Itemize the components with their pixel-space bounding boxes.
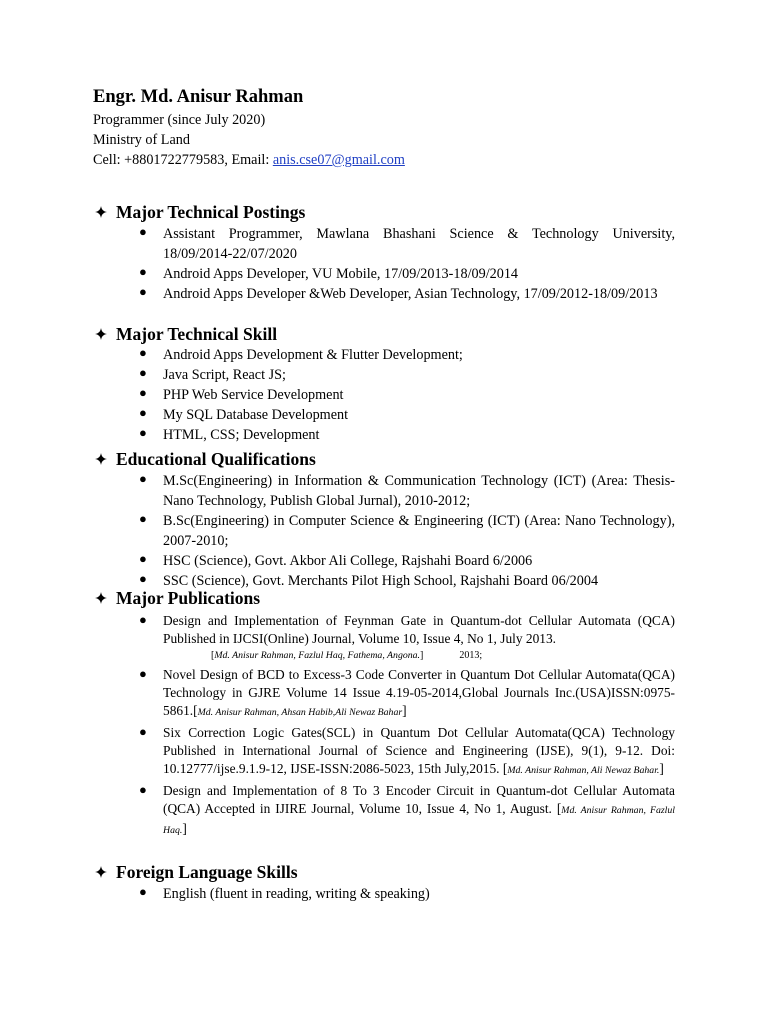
citation-authors: Md. Anisur Rahman, Ahsan Habib,Ali Newaz Bahar xyxy=(197,707,403,718)
bullet-icon: ● xyxy=(139,224,147,239)
list-item-text: Assistant Programmer, Mawlana Bhashani Science & Technology University, 18/09/2014-22/07/2020 xyxy=(163,226,675,262)
section-languages xyxy=(93,861,683,904)
citation-authors: Md. Anisur Rahman, Fazlul Haq, Fathema, Angona. xyxy=(214,650,420,661)
cv-header xyxy=(93,86,693,170)
section-postings xyxy=(93,201,683,304)
section-title: Foreign Language Skills xyxy=(116,862,298,882)
list-item-text: M.Sc(Engineering) in Information & Communication Technology (ICT) (Area: Thesis- Nano Technology, Publish Global Jurnal), 2010-2012; xyxy=(163,473,675,509)
publication-item xyxy=(93,666,683,722)
list-item xyxy=(93,224,683,264)
bullet-icon: ● xyxy=(139,425,147,440)
list-item xyxy=(93,425,683,445)
list-item-text: Android Apps Developer &Web Developer, Asian Technology, 17/09/2012-18/09/2013 xyxy=(163,286,658,302)
bullet-icon: ● xyxy=(139,551,147,566)
publication-item xyxy=(93,724,683,780)
section-heading xyxy=(93,587,683,609)
bullet-icon: ● xyxy=(139,782,147,797)
list-item xyxy=(93,385,683,405)
bullet-icon: ● xyxy=(139,385,147,400)
list-item xyxy=(93,345,683,365)
bullet-icon: ● xyxy=(139,365,147,380)
contact-prefix: Cell: +8801722779583, Email: xyxy=(93,152,273,168)
section-heading xyxy=(93,448,683,470)
list-item-text: English (fluent in reading, writing & speaking) xyxy=(163,886,430,902)
bullet-icon: ● xyxy=(139,284,147,299)
publication-text: Six Correction Logic Gates(SCL) in Quantum Dot Cellular Automata(QCA) Technology Published in International Journal of Science and Engineering (IJSE), 9(1), 9-12. Doi: 10.12777/ijse.9.1.9-12, IJSE-ISSN:2086-5023, 15th July,2015. [Md. Anisur Rahman, Ali Newaz Bahar.] xyxy=(163,725,675,776)
bullet-icon: ● xyxy=(139,612,147,627)
bullet-icon: ● xyxy=(139,724,147,739)
citation-authors: Md. Anisur Rahman, Ali Newaz Bahar. xyxy=(507,765,660,776)
section-education xyxy=(93,448,683,591)
position-line: Programmer (since July 2020) xyxy=(93,112,266,128)
list-item-text: HSC (Science), Govt. Akbor Ali College, Rajshahi Board 6/2006 xyxy=(163,553,533,569)
section-heading xyxy=(93,323,683,345)
section-title: Educational Qualifications xyxy=(116,449,316,469)
list-item xyxy=(93,405,683,425)
list-item xyxy=(93,264,683,284)
list-item xyxy=(93,365,683,385)
list-item-text: HTML, CSS; Development xyxy=(163,427,320,443)
list-item xyxy=(93,511,683,551)
bullet-icon: ● xyxy=(139,666,147,681)
publication-item xyxy=(93,782,683,840)
diamond-bullet-icon xyxy=(95,453,107,465)
list-item-text: Android Apps Developer, VU Mobile, 17/09/2013-18/09/2014 xyxy=(163,266,519,282)
list-item xyxy=(93,284,683,304)
bullet-icon: ● xyxy=(139,345,147,360)
publication-text: Novel Design of BCD to Excess-3 Code Converter in Quantum Dot Cellular Automata(QCA) Technology in GJRE Volume 14 Issue 4.19-05-2014,Global Journals Inc.(USA)ISSN:0975-5861.[Md. Anisur Rahman, Ahsan Habib,Ali Newaz Bahar] xyxy=(163,667,675,718)
publication-item xyxy=(93,612,683,664)
list-item-text: My SQL Database Development xyxy=(163,407,349,423)
publication-text: Design and Implementation of 8 To 3 Encoder Circuit in Quantum-dot Cellular Automata (QCA) Accepted in IJIRE Journal, Volume 10, Issue 4, No 1, August. [Md. Anisur Rahman, Fazlul Haq.] xyxy=(163,783,676,836)
list-item-text: B.Sc(Engineering) in Computer Science & Engineering (ICT) (Area: Nano Technology), 2007-2010; xyxy=(163,513,675,549)
bullet-icon: ● xyxy=(139,405,147,420)
diamond-bullet-icon xyxy=(95,592,107,604)
citation-authors: Md. Anisur Rahman, Fazlul Haq. xyxy=(163,805,676,836)
bullet-icon: ● xyxy=(139,571,147,586)
diamond-bullet-icon xyxy=(95,866,107,878)
list-item xyxy=(93,551,683,571)
ministry-line: Ministry of Land xyxy=(93,132,190,148)
email-link[interactable]: anis.cse07@gmail.com xyxy=(272,152,405,168)
section-skills xyxy=(93,323,683,445)
publication-citation: [Md. Anisur Rahman, Fazlul Haq, Fathema, Angona.] 2013; xyxy=(211,650,483,661)
person-name: Engr. Md. Anisur Rahman xyxy=(93,87,304,107)
bullet-icon: ● xyxy=(139,511,147,526)
section-title: Major Technical Skill xyxy=(116,324,278,344)
section-heading xyxy=(93,861,683,883)
citation-year: 2013; xyxy=(459,650,483,661)
list-item-text: SSC (Science), Govt. Merchants Pilot High School, Rajshahi Board 06/2004 xyxy=(163,573,599,589)
bullet-icon: ● xyxy=(139,471,147,486)
section-heading xyxy=(93,201,683,223)
list-item xyxy=(93,884,683,904)
section-title: Major Publications xyxy=(116,588,261,608)
contact-line xyxy=(93,150,693,170)
list-item xyxy=(93,471,683,511)
list-item-text: PHP Web Service Development xyxy=(163,387,344,403)
list-item-text: Java Script, React JS; xyxy=(163,367,286,383)
bullet-icon: ● xyxy=(139,264,147,279)
publication-text: Design and Implementation of Feynman Gate in Quantum-dot Cellular Automata (QCA) Published in IJCSI(Online) Journal, Volume 10, Issue 4, No 1, July 2013. xyxy=(163,613,675,646)
diamond-bullet-icon xyxy=(95,328,107,340)
section-title: Major Technical Postings xyxy=(116,202,306,222)
list-item-text: Android Apps Development & Flutter Development; xyxy=(163,347,463,363)
section-publications xyxy=(93,587,683,840)
bullet-icon: ● xyxy=(139,884,147,899)
diamond-bullet-icon xyxy=(95,206,107,218)
